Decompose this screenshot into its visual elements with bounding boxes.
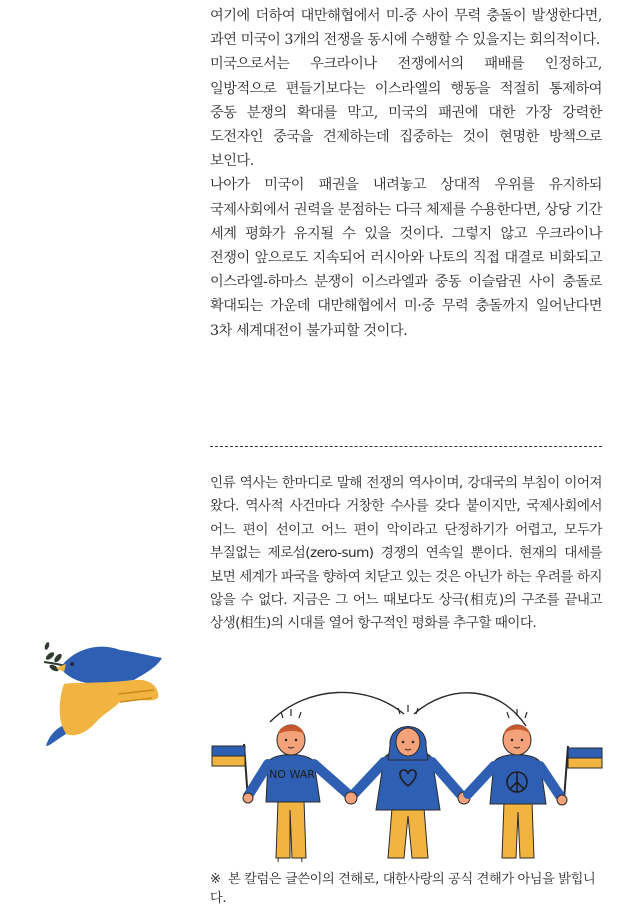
column-lower-text (210, 472, 602, 636)
paragraph: 나아가 미국이 패권을 내려놓고 상대적 우위를 유지하되 국제사회에서 권력을 분점하는 다극 체제를 수용한다면, 상당 기간 세계 평화가 유지될 수 있을 것이다. 그렇지 않고 우크라이나 전쟁이 앞으로도 지속되어 러시아와 나토의 직접 대결로 비화되고 이스라엘-하마스 분쟁이 이스라엘과 중동 이슬람권 사이 충돌로 확대되는 가운데 대만해협에서 미·중 무력 충돌까지 일어난다면 3차 세계대전이 불가피할 것이다. (210, 177, 602, 339)
person-center (345, 705, 470, 858)
shirt-slogan: NO WAR (269, 768, 315, 781)
dashed-divider (210, 446, 602, 447)
column-upper-text (210, 4, 602, 343)
ukraine-flag-icon (212, 744, 248, 800)
footnote-text: 본 칼럼은 글쓴이의 견해로, 대한사랑의 공식 견해가 아님을 밝힙니다. (210, 872, 596, 906)
footnote (210, 870, 602, 908)
person-left (243, 709, 348, 862)
paragraph: 미국으로서는 우크라이나 전쟁에서의 패배를 인정하고, 일방적으로 편들기보다는 이스라엘의 행동을 적절히 통제하여 중동 분쟁의 확대를 막고, 미국의 패권에 대한 가장 강력한 도전자인 중국을 견제하는데 집중하는 것이 현명한 방책으로 보인다. (210, 56, 602, 170)
peace-dove-illustration (40, 628, 170, 748)
closing-paragraph: 인류 역사는 한마디로 말해 전쟁의 역사이며, 강대국의 부침이 이어져 왔다. 역사적 사건마다 거창한 수사를 갖다 붙이지만, 국제사회에서 어느 편이 선이고 어느 편이 악이라고 단정하기가 어렵고, 모두가 부질없는 제로섬(zero-sum) 경쟁의 연속일 뿐이다. 현재의 대세를 보면 세계가 파국을 향하여 치닫고 있는 것은 아닌가 하는 우려를 하지 않을 수 없다. 지금은 그 어느 때보다도 상극(相克)의 구조를 끝내고 상생(相生)의 시대를 열어 항구적인 평화를 추구할 때이다. (210, 475, 602, 632)
people-holding-hands-illustration (208, 690, 608, 862)
person-right (468, 709, 567, 858)
ukraine-flag-icon (564, 746, 602, 800)
paragraph: 여기에 더하여 대만해협에서 미-중 사이 무력 충돌이 발생한다면, 과연 미국이 3개의 전쟁을 동시에 수행할 수 있을지는 회의적이다. (210, 8, 602, 49)
reference-mark: ※ (210, 872, 221, 887)
